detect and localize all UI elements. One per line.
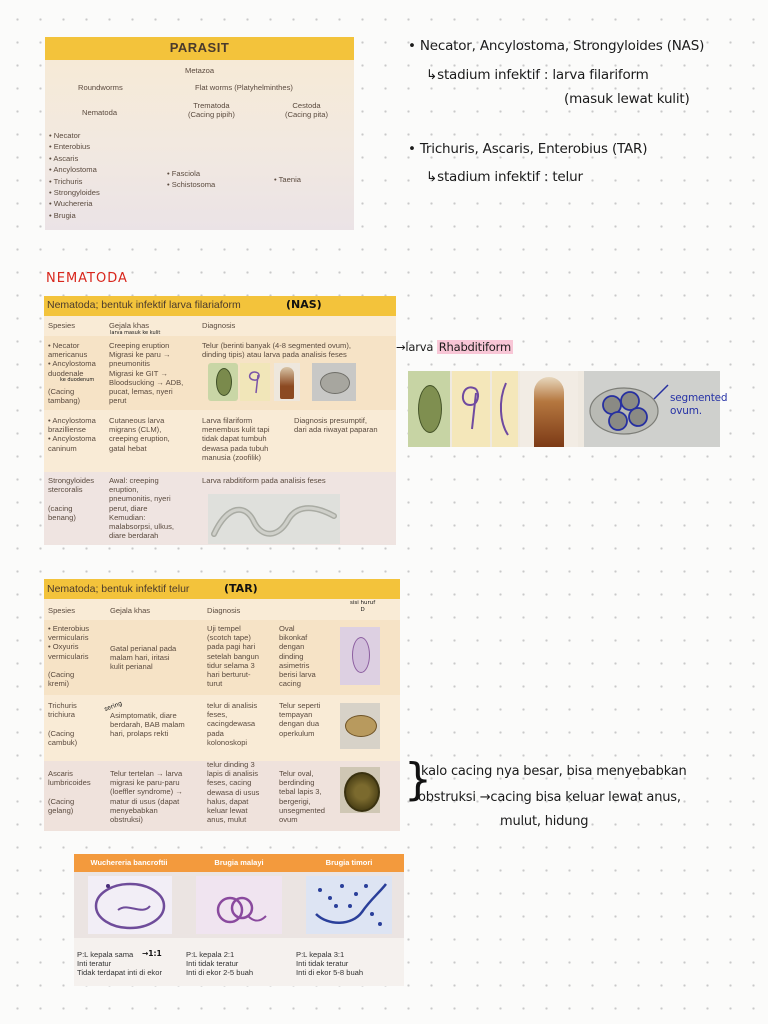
table2-row2-symptoms: Asimptomatik, diare berdarah, BAB malam hari, prolaps rekti bbox=[110, 711, 185, 739]
nematoda-list: • Necator • Enterobius • Ascaris • Ancylostoma • Trichuris • Strongyloides • Wuchereria • Brugia bbox=[49, 131, 100, 220]
table2-row1-species: • Enterobius vermicularis • Oxyuris vermicularis (Cacing kremi) bbox=[48, 624, 90, 689]
filaria-header-malayi: Brugia malayi bbox=[214, 858, 264, 867]
strip-egg-oval bbox=[408, 371, 450, 447]
wuchereria-features: P:L kepala sama Inti teratur Tidak terdapat inti di ekor bbox=[77, 950, 162, 978]
filaria-slide bbox=[74, 854, 404, 986]
table1-row1-symptoms: Creeping eruption Migrasi ke paru → pneumonitis Migrasi ke GIT → Bloodsucking → ADB, pucat, lemas, nyeri perut bbox=[109, 341, 184, 406]
table2-row1-diagnosis: Uji tempel (scotch tape) pada pagi hari setelah bangun tidur selama 3 hari berturut- turut bbox=[207, 624, 259, 689]
table2-row2-diagnosis-egg: Telur seperti tempayan dengan dua operkulum bbox=[279, 701, 321, 738]
note-nas-entry: (masuk lewat kulit) bbox=[564, 91, 690, 107]
note-nas-stage: ↳stadium infektif : larva filariform bbox=[426, 67, 649, 83]
table1-row2-diagnosis-presumptive: Diagnosis presumptif, dari ada riwayat paparan bbox=[294, 416, 378, 435]
table1-row3-diagnosis: Larva rabditiform pada analisis feses bbox=[202, 476, 326, 485]
strip-larva-curve bbox=[492, 371, 518, 447]
table1-row2-diagnosis: Larva filariform menembus kulit tapi tidak dapat tumbuh dewasa pada tubuh manusia (zoofilik) bbox=[202, 416, 270, 462]
table1-title: Nematoda; bentuk infektif larva filariaform bbox=[47, 299, 241, 311]
timori-features: P:L kepala 3:1 Inti tidak teratur Inti di ekor 5-8 buah bbox=[296, 950, 364, 978]
segmented-egg-image bbox=[312, 363, 356, 401]
ascaris-bracket: } bbox=[404, 754, 432, 805]
filaria-header-wuchereria: Wuchereria bancroftii bbox=[90, 858, 168, 867]
table2-annot-d-shape: sisi huruf D bbox=[350, 600, 376, 613]
table2-row3-symptoms: Telur tertelan → larva migrasi ke paru-paru (loeffler syndrome) → matur di usus (dapat menyebabkan obstruksi) bbox=[110, 769, 183, 825]
flatworms-label: Flat worms (Platyhelminthes) bbox=[195, 83, 293, 92]
table-egg-slide bbox=[44, 579, 400, 831]
table1-row2-symptoms: Cutaneous larva migrans (CLM), creeping eruption, gatal hebat bbox=[109, 416, 170, 453]
ascaris-note-line2: obstruksi →cacing bisa keluar lewat anus, bbox=[418, 790, 681, 805]
nematoda-heading: NEMATODA bbox=[46, 271, 128, 286]
table1-row1-diagnosis: Telur (berinti banyak (4-8 segmented ovum), dinding tipis) atau larva pada analisis feses bbox=[202, 341, 351, 360]
parasit-title: PARASIT bbox=[169, 40, 230, 55]
table1-header-species: Spesies bbox=[48, 321, 76, 330]
timori-image bbox=[306, 876, 392, 934]
parasit-slide bbox=[45, 37, 354, 230]
table2-row1-symptoms: Gatal perianal pada malam hari, iritasi kulit perianal bbox=[110, 644, 177, 672]
table1-row1-species: • Necator americanus • Ancylostoma duodenale (Cacing tambang) bbox=[48, 341, 96, 406]
trematoda-label: Trematoda (Cacing pipih) bbox=[188, 101, 235, 120]
whipworm-egg-image bbox=[340, 703, 380, 749]
rhabditiform-larva-image bbox=[208, 494, 340, 544]
roundworms-label: Roundworms bbox=[78, 83, 123, 92]
worm-head-image bbox=[274, 363, 300, 401]
larva-rhabditiform-note bbox=[396, 340, 513, 354]
table1-row2-species: • Ancylostoma brazilliense • Ancylostoma caninum bbox=[48, 416, 96, 453]
table2-annot-sering: sering bbox=[103, 700, 124, 713]
wuchereria-image bbox=[88, 876, 172, 934]
ascaris-note-line1: kalo cacing nya besar, bisa menyebabkan bbox=[421, 764, 687, 779]
table2-row3-diagnosis: telur dinding 3 lapis di analisis feses, cacing dewasa di usus halus, dapat keluar lewat anus, mulut bbox=[207, 760, 260, 825]
roundworm-egg-image bbox=[340, 767, 380, 813]
larva-image-g bbox=[240, 363, 270, 401]
table2-header-diagnosis: Diagnosis bbox=[207, 606, 241, 615]
strip-worm-head bbox=[520, 371, 578, 447]
table1-title-annotation: (NAS) bbox=[286, 298, 322, 311]
table2-title: Nematoda; bentuk infektif telur bbox=[47, 583, 190, 595]
larva-note-highlight: Rhabditiform bbox=[438, 340, 511, 354]
filaria-header-timori: Brugia timori bbox=[325, 858, 373, 867]
note-nas-line: • Necator, Ancylostoma, Strongyloides (NAS) bbox=[408, 38, 705, 54]
trematoda-list: • Fasciola • Schistosoma bbox=[167, 169, 216, 190]
table2-row2-diagnosis: telur di analisis feses, cacingdewasa pada kolonoskopi bbox=[207, 701, 258, 747]
egg-image-oval bbox=[208, 363, 238, 401]
table1-row3-symptoms: Awal: creeping eruption, pneumonitis, nyeri perut, diare Kemudian: malabsorpsi, ulkus, diare berdarah bbox=[109, 476, 174, 541]
metazoa-label: Metazoa bbox=[185, 66, 215, 75]
ascaris-note-line3: mulut, hidung bbox=[500, 814, 589, 829]
note-tar-stage: ↳stadium infektif : telur bbox=[426, 169, 583, 185]
table2-header-symptoms: Gejala khas bbox=[110, 606, 151, 615]
malayi-image bbox=[196, 876, 282, 934]
nematoda-label: Nematoda bbox=[82, 108, 118, 117]
table1-annot-larva: larva masuk ke kulit bbox=[110, 330, 161, 336]
table1-header-symptoms: Gejala khas bbox=[109, 321, 150, 330]
strip-larva-g bbox=[452, 371, 490, 447]
malayi-features: P:L kepala 2:1 Inti tidak teratur Inti di ekor 2-5 buah bbox=[186, 950, 254, 978]
larva-note-arrow: →larva bbox=[396, 340, 437, 354]
wuchereria-ratio-annot: →1:1 bbox=[142, 949, 162, 958]
table1-row3-species: Strongyloides stercoralis (cacing benang) bbox=[48, 476, 95, 522]
table2-row1-diagnosis-egg: Oval bikonkaf dengan dinding asimetris berisi larva cacing bbox=[279, 624, 316, 689]
cestoda-label: Cestoda (Cacing pita) bbox=[285, 101, 329, 120]
segmented-ovum-note: segmented ovum. bbox=[670, 392, 728, 417]
table2-title-annotation: (TAR) bbox=[224, 582, 258, 595]
table2-row2-species: Trichuris trichiura (Cacing cambuk) bbox=[48, 701, 78, 747]
table2-row3-diagnosis-egg: Telur oval, berdinding tebal lapis 3, bergerigi, unsegmented ovum bbox=[279, 769, 326, 825]
table1-header-diagnosis: Diagnosis bbox=[202, 321, 236, 330]
table2-row3-species: Ascaris lumbricoides (Cacing gelang) bbox=[48, 769, 91, 815]
pinworm-egg-image bbox=[340, 627, 380, 685]
table2-header-species: Spesies bbox=[48, 606, 76, 615]
table1-annot-duodenum: ke duodenum bbox=[60, 377, 95, 383]
table-larva-slide bbox=[44, 296, 396, 545]
note-tar-line: • Trichuris, Ascaris, Enterobius (TAR) bbox=[408, 141, 648, 157]
cestoda-list: • Taenia bbox=[274, 175, 302, 184]
